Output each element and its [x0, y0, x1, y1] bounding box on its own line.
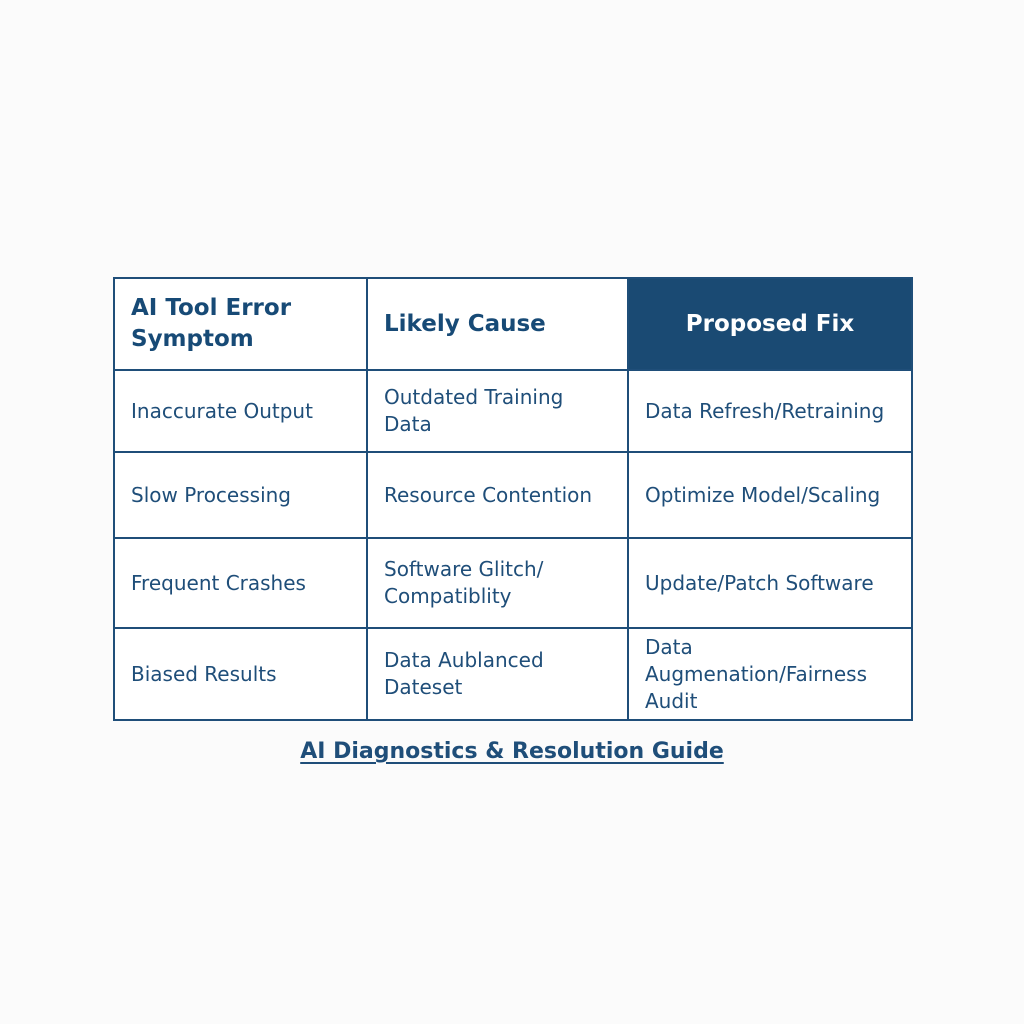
- symptom-cell: Frequent Crashes: [114, 538, 367, 628]
- cause-cell: Outdated Training Data: [367, 370, 628, 452]
- diagnostics-table-container: [113, 277, 911, 721]
- guide-caption-wrap: [0, 739, 1024, 764]
- table-header-row: [114, 278, 912, 370]
- header-symptom: AI Tool Error Symptom: [114, 278, 367, 370]
- guide-caption[interactable]: AI Diagnostics & Resolution Guide: [300, 739, 724, 764]
- symptom-cell: Slow Processing: [114, 452, 367, 538]
- table-row: [114, 538, 912, 628]
- symptom-cell: Inaccurate Output: [114, 370, 367, 452]
- table-row: [114, 370, 912, 452]
- fix-cell: Optimize Model/Scaling: [628, 452, 912, 538]
- fix-cell: Data Refresh/Retraining: [628, 370, 912, 452]
- header-proposed-fix: Proposed Fix: [628, 278, 912, 370]
- cause-cell: Resource Contention: [367, 452, 628, 538]
- header-likely-cause: Likely Cause: [367, 278, 628, 370]
- symptom-cell: Biased Results: [114, 628, 367, 720]
- fix-cell: Data Augmenation/Fairness Audit: [628, 628, 912, 720]
- diagnostics-table: [113, 277, 913, 721]
- table-row: [114, 628, 912, 720]
- table-row: [114, 452, 912, 538]
- cause-cell: Software Glitch/ Compatiblity: [367, 538, 628, 628]
- fix-cell: Update/Patch Software: [628, 538, 912, 628]
- cause-cell: Data Aublanced Dateset: [367, 628, 628, 720]
